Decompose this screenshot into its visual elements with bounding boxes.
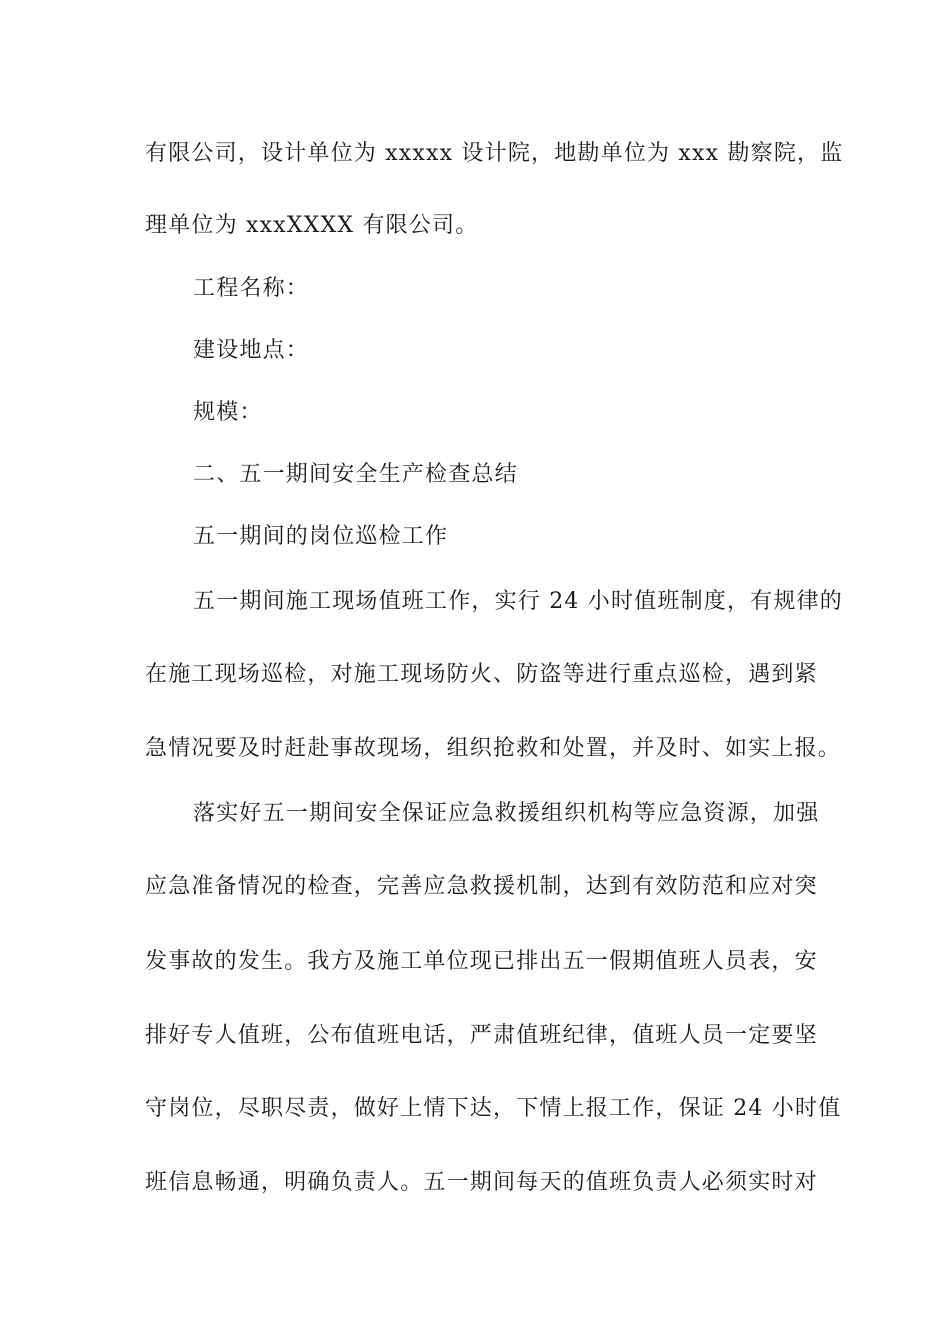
paragraph-line: 应急准备情况的检查，完善应急救援机制，达到有效防范和应对突 [145, 874, 818, 899]
field-label-location: 建设地点： [193, 338, 310, 363]
paragraph-line: 班信息畅通，明确负责人。五一期间每天的值班负责人必须实时对 [145, 1170, 818, 1195]
section-heading: 二、五一期间安全生产检查总结 [193, 462, 518, 487]
field-label-scale: 规模： [193, 400, 263, 425]
paragraph-line: 在施工现场巡检，对施工现场防火、防盗等进行重点巡检，遇到紧 [145, 662, 818, 687]
paragraph-line: 五一期间施工现场值班工作，实行 24 小时值班制度，有规律的 [193, 589, 843, 614]
paragraph-line: 落实好五一期间安全保证应急救援组织机构等应急资源，加强 [193, 801, 820, 826]
subsection-heading: 五一期间的岗位巡检工作 [193, 524, 449, 549]
paragraph-line: 发事故的发生。我方及施工单位现已排出五一假期值班人员表，安 [145, 949, 818, 974]
paragraph-line: 有限公司，设计单位为 xxxxx 设计院，地勘单位为 xxx 勘察院，监 [145, 141, 844, 166]
paragraph-line: 排好专人值班，公布值班电话，严肃值班纪律，值班人员一定要坚 [145, 1023, 818, 1048]
paragraph-line: 守岗位，尽职尽责，做好上情下达，下情上报工作，保证 24 小时值 [145, 1096, 842, 1121]
paragraph-line: 理单位为 xxxXXXX 有限公司。 [145, 213, 479, 238]
field-label-project-name: 工程名称： [193, 276, 310, 301]
paragraph-line: 急情况要及时赶赴事故现场，组织抢救和处置，并及时、如实上报。 [145, 736, 842, 761]
